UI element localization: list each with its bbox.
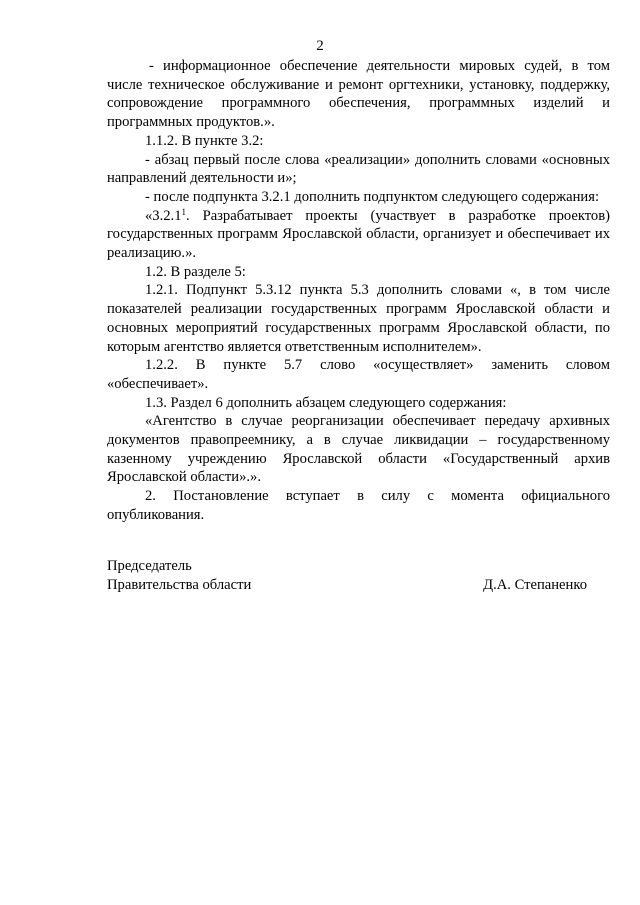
subpoint-text: . Разрабатывает проекты (участвует в разработке проектов) государственных программ Ярославской области, организует и обеспечивает их реализацию.». — [107, 207, 610, 262]
paragraph: 1.3. Раздел 6 дополнить абзацем следующего содержания: — [145, 394, 507, 411]
signature-row — [107, 576, 587, 595]
paragraph: 2. Постановление вступает в силу с момента официального опубликования. — [107, 488, 610, 523]
signatory-title-line2: Правительства области — [107, 576, 252, 593]
paragraph: 1.1.2. В пункте 3.2: — [145, 132, 264, 149]
paragraph: - абзац первый после слова «реализации» дополнить словами «основных направлений деятельности и»; — [107, 151, 610, 187]
paragraph: 1.2.2. В пункте 5.7 слово «осуществляет» заменить словом «обеспечивает». — [107, 357, 610, 392]
paragraph: - после подпункта 3.2.1 дополнить подпунктом следующего содержания: — [145, 188, 599, 205]
subpoint-number: «3.2.1 — [145, 207, 182, 224]
signatory-name: Д.А. Степаненко — [483, 576, 587, 593]
signature-block — [107, 557, 587, 594]
signatory-title-line1: Председатель — [107, 558, 192, 574]
subpoint-superscript: 1 — [181, 206, 186, 217]
new-subpoint-paragraph — [107, 207, 610, 263]
paragraph: «Агентство в случае реорганизации обеспечивает передачу архивных документов правопреемнику, а в случае ликвидации – государственному казенному учреждению Ярославской области «Государственный архив Ярославской области».». — [107, 413, 610, 486]
paragraph: 1.2.1. Подпункт 5.3.12 пункта 5.3 дополнить словами «, в том числе показателей реализации государственных программ Ярославской области и основных мероприятий государственных программ Ярославской области, по которым агентство является ответственным исполнителем». — [107, 282, 610, 355]
document-body — [107, 57, 610, 525]
paragraph: - информационное обеспечение деятельности мировых судей, в том числе техническое обслуживание и ремонт оргтехники, установку, поддержку, сопровождение программного обеспечения, программных изделий и программных продуктов.». — [107, 58, 610, 131]
paragraph: 1.2. В разделе 5: — [145, 263, 246, 280]
page-number: 2 — [316, 38, 324, 54]
